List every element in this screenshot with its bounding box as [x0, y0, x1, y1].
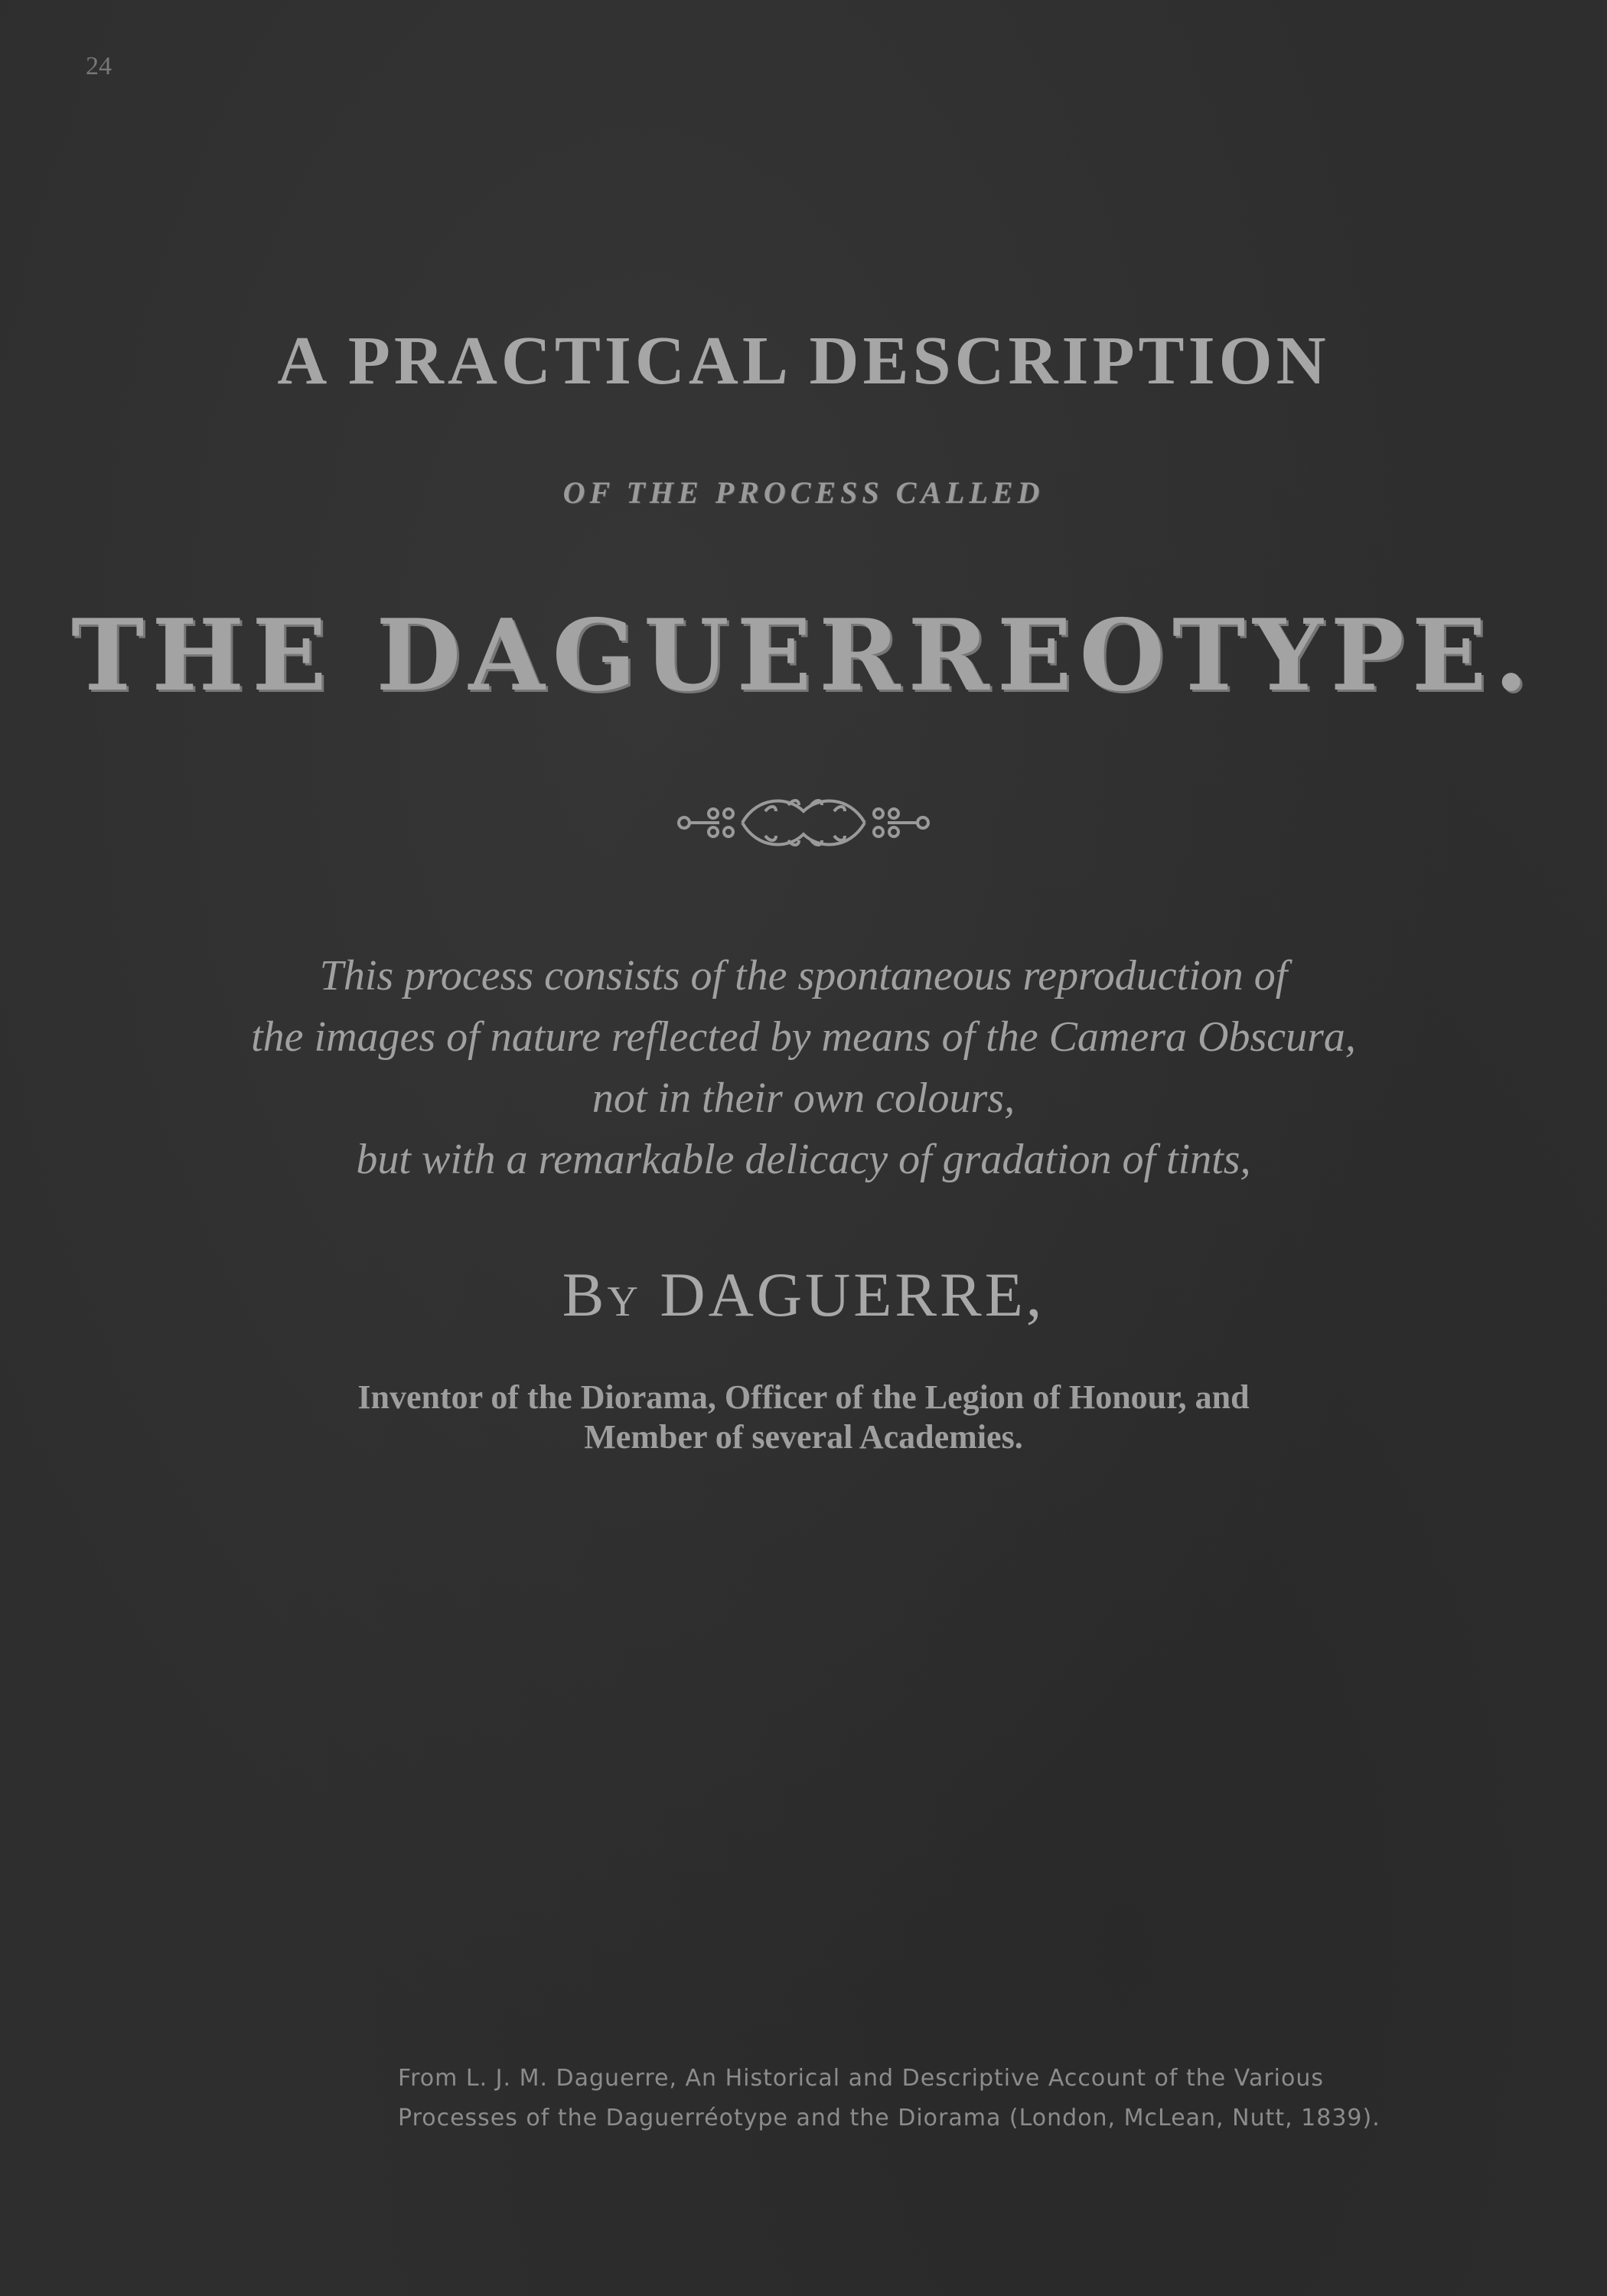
source-citation: [398, 2059, 1530, 2138]
author-byline: [0, 1259, 1607, 1331]
credentials-line-1: Inventor of the Diorama, Officer of the Legion of Honour, and: [357, 1378, 1250, 1416]
description-line: but with a remarkable delicacy of gradation of tints,: [356, 1136, 1251, 1183]
description-line: not in their own colours,: [592, 1075, 1015, 1122]
page-number: 24: [86, 52, 112, 80]
source-line-1: From L. J. M. Daguerre, An Historical and Descriptive Account of the Various: [398, 2065, 1325, 2092]
title-line-3: THE DAGUERREOTYPE.: [71, 598, 1536, 713]
credentials-line-2: Member of several Academies.: [584, 1418, 1023, 1456]
process-description: [115, 945, 1492, 1190]
description-line: the images of nature reflected by means of the Camera Obscura,: [251, 1013, 1356, 1061]
title-line-1: A PRACTICAL DESCRIPTION: [277, 323, 1330, 399]
title-line-2: OF THE PROCESS CALLED: [562, 475, 1045, 510]
byline-by-rest: Y: [607, 1278, 641, 1326]
author-name: DAGUERRE,: [641, 1260, 1045, 1329]
source-line-2: Processes of the Daguerréotype and the Diorama (London, McLean, Nutt, 1839).: [398, 2105, 1380, 2131]
byline-by-initial: B: [562, 1260, 608, 1329]
author-credentials: [0, 1378, 1607, 1457]
description-line: This process consists of the spontaneous reproduction of: [319, 952, 1288, 1000]
flourish-ornament-icon: [673, 788, 934, 857]
